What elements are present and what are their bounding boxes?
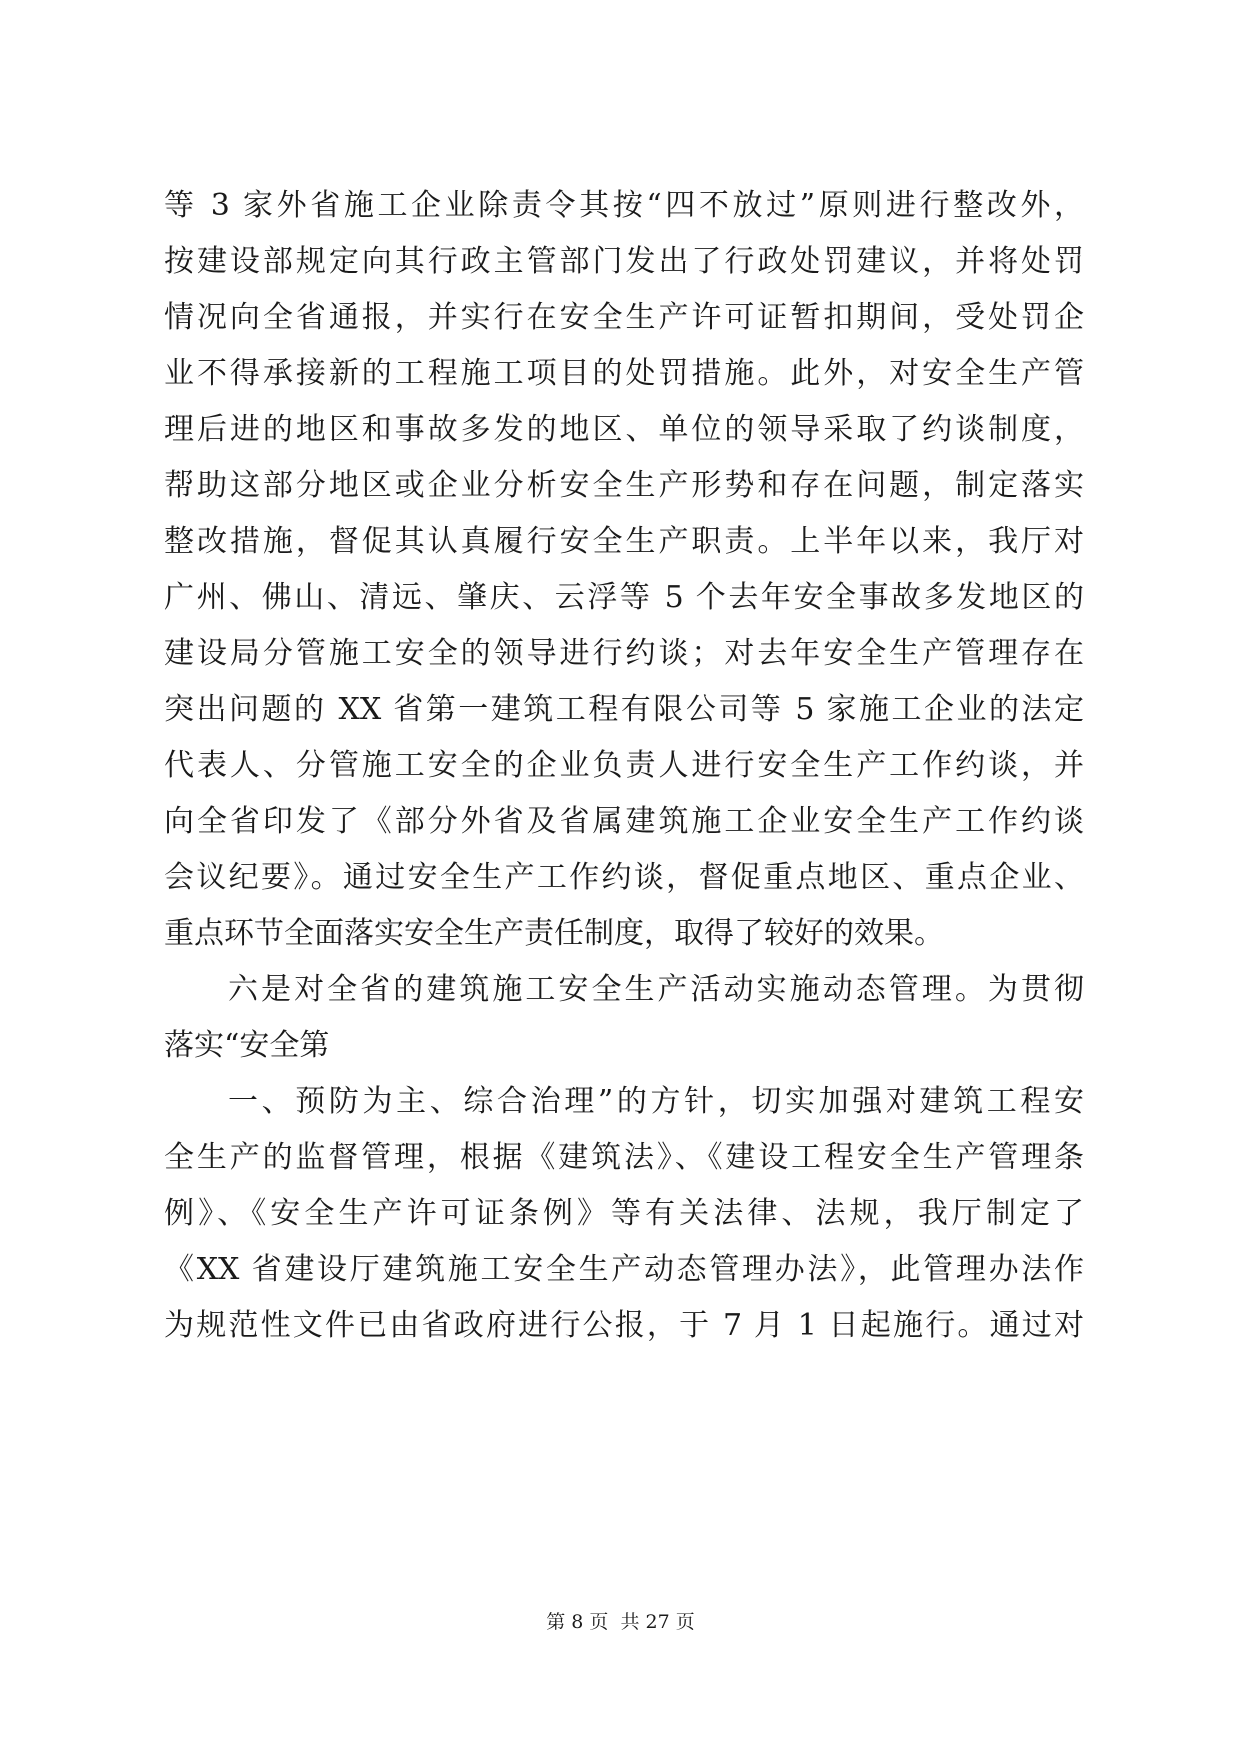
body-text-line: 重点环节全面落实安全生产责任制度，取得了较好的效果。 bbox=[164, 916, 944, 951]
body-text-line: 建设局分管施工安全的领导进行约谈；对去年安全生产管理存在 bbox=[164, 636, 1084, 671]
body-text-line: 理后进的地区和事故多发的地区、单位的领导采取了约谈制度， bbox=[164, 412, 1084, 447]
body-text-line: 为规范性文件已由省政府进行公报，于 7 月 1 日起施行。通过对 bbox=[164, 1308, 1084, 1343]
paragraph-start-line: 六是对全省的建筑施工安全生产活动实施动态管理。为贯彻 bbox=[228, 972, 1084, 1007]
body-text-line: 落实“安全第 bbox=[164, 1028, 330, 1063]
body-text-line: 向全省印发了《部分外省及省属建筑施工企业安全生产工作约谈 bbox=[164, 804, 1084, 839]
body-text-line: 帮助这部分地区或企业分析安全生产形势和存在问题，制定落实 bbox=[164, 468, 1084, 503]
paragraph-start-line: 一、预防为主、综合治理”的方针，切实加强对建筑工程安 bbox=[228, 1084, 1084, 1119]
body-text-line: 全生产的监督管理，根据《建筑法》、《建设工程安全生产管理条 bbox=[164, 1140, 1084, 1175]
body-text-line: 等 3 家外省施工企业除责令其按“四不放过”原则进行整改外， bbox=[164, 188, 1084, 223]
body-text-line: 业不得承接新的工程施工项目的处罚措施。此外，对安全生产管 bbox=[164, 356, 1084, 391]
body-text-line: 代表人、分管施工安全的企业负责人进行安全生产工作约谈，并 bbox=[164, 748, 1084, 783]
body-text-line: 例》、《安全生产许可证条例》等有关法律、法规，我厅制定了 bbox=[164, 1196, 1084, 1231]
body-text-line: 会议纪要》。通过安全生产工作约谈，督促重点地区、重点企业、 bbox=[164, 860, 1084, 895]
body-text-line: 广州、佛山、清远、肇庆、云浮等 5 个去年安全事故多发地区的 bbox=[164, 580, 1084, 615]
body-text-line: 按建设部规定向其行政主管部门发出了行政处罚建议，并将处罚 bbox=[164, 244, 1084, 279]
body-text-line: 《XX 省建设厅建筑施工安全生产动态管理办法》，此管理办法作 bbox=[164, 1252, 1084, 1287]
body-text-line: 整改措施，督促其认真履行安全生产职责。上半年以来，我厅对 bbox=[164, 524, 1084, 559]
body-text-line: 突出问题的 XX 省第一建筑工程有限公司等 5 家施工企业的法定 bbox=[164, 692, 1084, 727]
body-text-line: 情况向全省通报，并实行在安全生产许可证暂扣期间，受处罚企 bbox=[164, 300, 1084, 335]
page-number-footer: 第 8 页 共 27 页 bbox=[546, 1611, 695, 1633]
